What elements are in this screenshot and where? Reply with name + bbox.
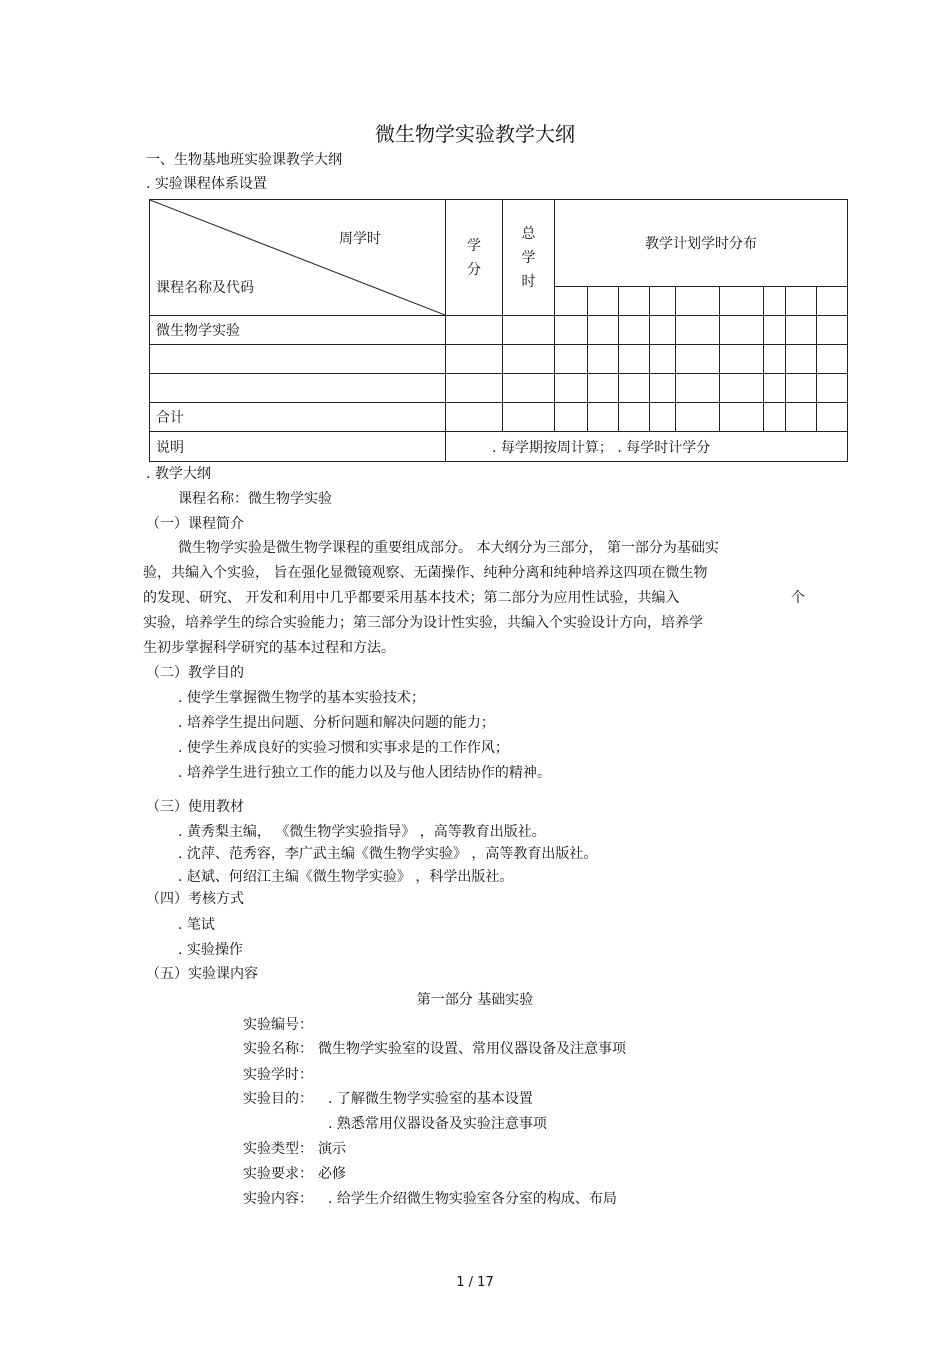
plan-cell — [650, 287, 676, 316]
plan-cell — [619, 287, 650, 316]
experiment-content-value: . 给学生介绍微生物实验室各分室的构成、布局 — [328, 1191, 617, 1207]
intro-heading: （一）课程简介 — [146, 516, 244, 532]
experiment-number-label: 实验编号： — [243, 1017, 313, 1033]
experiment-goal-label: 实验目的： — [243, 1091, 313, 1107]
section-1-heading: 一、生物基地班实验课教学大纲 — [146, 152, 342, 168]
textbook-heading: （三）使用教材 — [146, 799, 244, 815]
plan-cell — [676, 287, 720, 316]
exam-item: . 笔试 — [178, 917, 215, 933]
textbook-item: . 黄秀梨主编， 《微生物学实验指导》 ，高等教育出版社。 — [178, 824, 546, 840]
row-note-label: 说明 — [150, 432, 446, 462]
intro-line: 实验，培养学生的综合实验能力；第三部分为设计性实验，共编入个实验设计方向，培养学 — [143, 615, 703, 631]
row-note-text: . 每学期按周计算； . 每学时计学分 — [446, 432, 848, 462]
experiment-type-value: 演示 — [318, 1141, 346, 1157]
header-credit-char-1: 学 — [467, 237, 481, 254]
content-heading: （五）实验课内容 — [146, 966, 258, 982]
experiment-content-label: 实验内容： — [243, 1191, 313, 1207]
experiment-name-value: 微生物学实验室的设置、常用仪器设备及注意事项 — [318, 1041, 626, 1057]
subsection-course-system: . 实验课程体系设置 — [146, 176, 267, 192]
exam-item: . 实验操作 — [178, 942, 243, 958]
intro-line: 的发现、研究、 开发和利用中几乎都要采用基本技术；第二部分为应用性试验，共编入 — [143, 590, 680, 606]
table-row — [150, 374, 848, 403]
goal-item: . 使学生掌握微生物学的基本实验技术； — [178, 690, 425, 706]
header-weekly-hours: 周学时 — [339, 231, 381, 247]
table-row — [150, 316, 848, 345]
intro-line: 生初步掌握科学研究的基本过程和方法。 — [143, 640, 395, 656]
experiment-type-label: 实验类型： — [243, 1141, 313, 1157]
textbook-item: . 赵斌、何绍江主编《微生物学实验》 ，科学出版社。 — [178, 869, 514, 885]
row-course-name: 微生物学实验 — [150, 316, 446, 345]
experiment-requirement-value: 必修 — [318, 1166, 346, 1182]
header-credit — [446, 200, 503, 316]
plan-cell — [588, 287, 619, 316]
row-course-name — [150, 345, 446, 374]
experiment-goal-1: . 了解微生物学实验室的基本设置 — [328, 1091, 533, 1107]
header-plan-distribution: 教学计划学时分布 — [555, 200, 848, 287]
experiment-goal-2: . 熟悉常用仪器设备及实验注意事项 — [328, 1116, 547, 1132]
document-title: 微生物学实验教学大纲 — [375, 122, 575, 146]
table-row-total — [150, 403, 848, 432]
experiment-requirement-label: 实验要求： — [243, 1166, 313, 1182]
subsection-syllabus: . 教学大纲 — [146, 466, 211, 482]
table-row-note — [150, 432, 848, 462]
intro-line: 验，共编入个实验， 旨在强化显微镜观察、无菌操作、纯种分离和纯种培养这四项在微生物 — [143, 565, 708, 581]
row-course-name — [150, 374, 446, 403]
exam-heading: （四）考核方式 — [146, 891, 244, 907]
intro-line: 个 — [791, 590, 805, 606]
row-total-label: 合计 — [150, 403, 446, 432]
header-total-hours — [503, 200, 555, 316]
diagonal-line — [150, 200, 445, 315]
goal-heading: （二）教学目的 — [146, 665, 244, 681]
part-heading: 第一部分 基础实验 — [416, 992, 534, 1008]
plan-cell — [786, 287, 817, 316]
plan-cell — [555, 287, 588, 316]
goal-item: . 培养学生提出问题、分析问题和解决问题的能力； — [178, 715, 495, 731]
plan-cell — [817, 287, 848, 316]
header-total-char-3: 时 — [521, 273, 536, 290]
goal-item: . 使学生养成良好的实验习惯和实事求是的工作作风； — [178, 740, 509, 756]
page-number: 1 / 17 — [456, 1275, 494, 1290]
table-row — [150, 345, 848, 374]
goal-item: . 培养学生进行独立工作的能力以及与他人团结协作的精神。 — [178, 765, 551, 781]
header-total-char-1: 总 — [521, 225, 536, 242]
intro-line: 微生物学实验是微生物学课程的重要组成部分。 本大纲分为三部分， 第一部分为基础实 — [178, 540, 719, 556]
experiment-name-label: 实验名称： — [243, 1041, 313, 1057]
header-credit-char-2: 分 — [467, 261, 481, 278]
textbook-item: . 沈萍、范秀容，李广武主编《微生物学实验》 ，高等教育出版社。 — [178, 846, 598, 862]
table-header-diagonal-cell — [150, 200, 446, 316]
header-course-name-code: 课程名称及代码 — [156, 280, 254, 296]
plan-cell — [720, 287, 764, 316]
header-total-char-2: 学 — [521, 249, 536, 266]
plan-cell — [764, 287, 786, 316]
course-system-table — [149, 199, 848, 462]
experiment-hours-label: 实验学时： — [243, 1067, 313, 1083]
course-name: 课程名称：微生物学实验 — [178, 491, 332, 507]
